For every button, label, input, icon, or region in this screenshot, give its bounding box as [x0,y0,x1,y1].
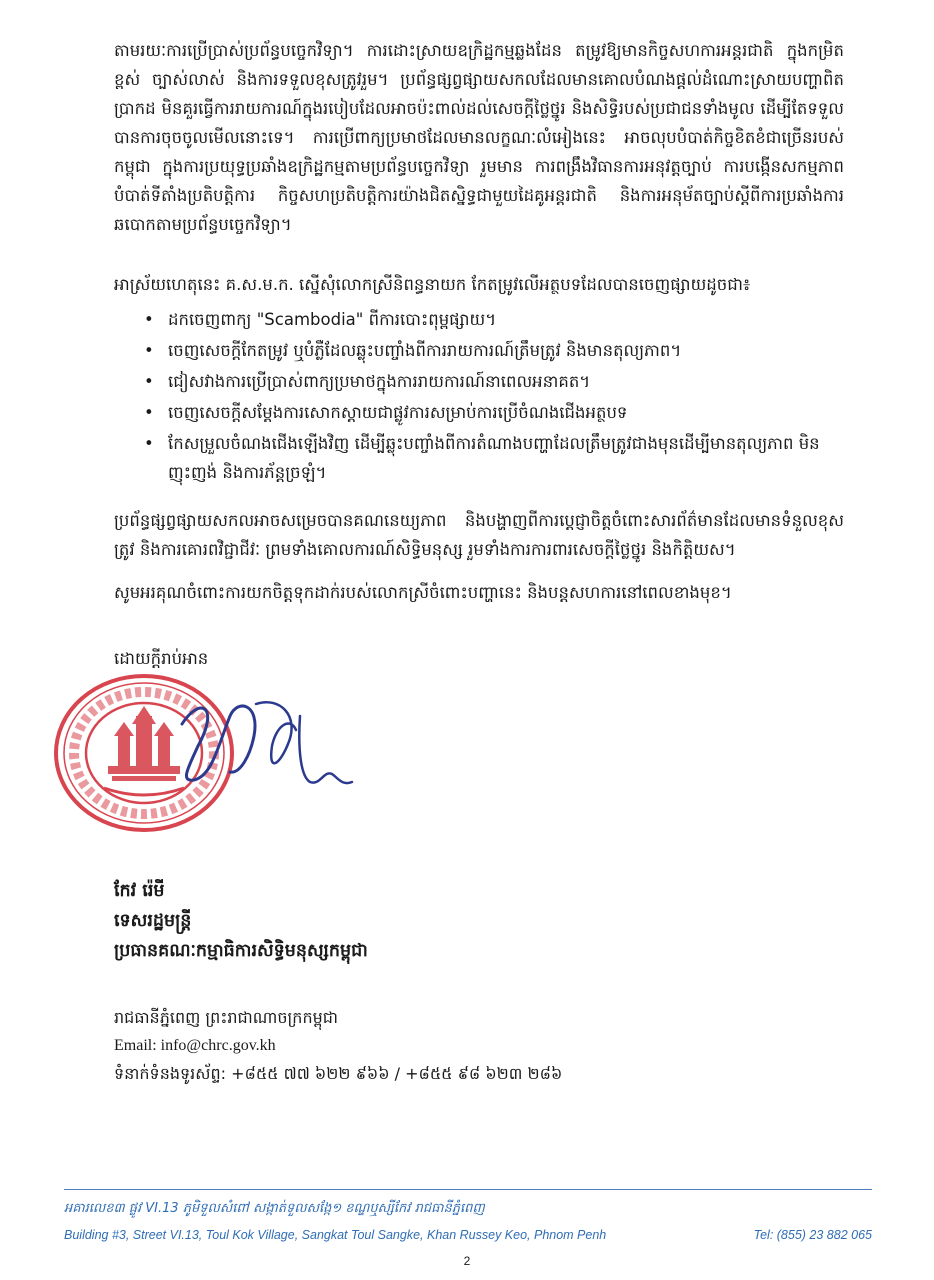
list-item-text: កែសម្រួលចំណងជើងឡើងវិញ ដើម្បីឆ្លុះបញ្ចាំងពីការតំណាងបញ្ហាដែលត្រឹមត្រូវជាងមុនដើម្បីមានតុល្យភាព មិនញុះញង់ និងការភ័ន្តច្រឡំ។ [168,434,820,482]
request-list [144,305,844,489]
contact-phone: ទំនាក់ទំនងទូរស័ព្ទ: +៨៥៥ ៧៧ ៦២២ ៩៦៦ / +៨៥៥ ៩៨ ៦២៣ ២៨៦ [114,1064,563,1083]
list-item [144,367,844,396]
signatory-position: ប្រធានគណៈកម្មាធិការសិទ្ធិមនុស្សកម្ពុជា [114,941,368,961]
contact-block [114,1004,562,1088]
signatory-rank: ទេសរដ្ឋមន្ត្រី [114,911,192,931]
body-paragraph-2: អាស្រ័យហេតុនេះ គ.ស.ម.ក. ស្នើសុំលោកស្រីនិពន្ធនាយក កែតម្រូវលើអត្ថបទដែលបានចេញផ្សាយដូចជា៖ [114,275,751,294]
body-paragraph-1: តាមរយៈការប្រើប្រាស់ប្រព័ន្ធបច្ចេកវិទ្យា។ ការដោះស្រាយឧក្រិដ្ឋកម្មឆ្លងដែន តម្រូវឱ្យមានកិច្ចសហការអន្តរជាតិ ក្នុងកម្រិតខ្ពស់ ច្បាស់លាស់ និងការទទួលខុសត្រូវរួម។ ប្រព័ន្ធផ្សព្វផ្សាយសកលដែលមានគោលបំណងផ្តល់ដំណោះស្រាយបញ្ហាពិតប្រាកដ មិនគួរធ្វើការរាយការណ៍ក្នុងរបៀបដែលអាចប៉ះពាល់ដល់សេចក្តីថ្លៃថ្នូរ និងសិទ្ធិរបស់ប្រជាជនទាំងមូល ដើម្បីតែទទួលបានការចុចចូលមើលនោះទេ។ ការប្រើពាក្យប្រមាថដែលមានលក្ខណៈលំអៀងនេះ អាចលុបបំបាត់កិច្ចខិតខំជាច្រើនរបស់កម្ពុជា ក្នុងការប្រយុទ្ធប្រឆាំងឧក្រិដ្ឋកម្មតាមប្រព័ន្ធបច្ចេកវិទ្យា រួមមាន ការពង្រឹងវិធានការអនុវត្តច្បាប់ ការបង្កើនសកម្មភាពបំបាត់ទីតាំងប្រតិបត្តិការ កិច្ចសហប្រតិបត្តិការយ៉ាងជិតស្និទ្ធជាមួយដៃគូអន្តរជាតិ និងការអនុម័តច្បាប់ស្តីពីការប្រឆាំងការឆបោកតាមប្រព័ន្ធបច្ចេកវិទ្យា។ [114,41,844,234]
footer-divider [64,1189,872,1190]
bullet-icon: • [144,310,154,329]
list-item-text: ចេញសេចក្តីសម្តែងការសោកស្តាយជាផ្លូវការសម្រាប់ការប្រើចំណងជើងអត្ថបទ [168,403,628,422]
contact-email: Email: info@chrc.gov.kh [114,1037,276,1054]
list-item-text: ដកចេញពាក្យ "Scambodia" ពីការបោះពុម្ពផ្សាយ។ [168,310,497,329]
footer-address-english: Building #3, Street VI.13, Toul Kok Village, Sangkat Toul Sangke, Khan Russey Keo, Phnom Penh [64,1228,607,1242]
signature-block [114,876,368,966]
list-item [144,429,844,487]
list-item [144,398,844,427]
bullet-icon: • [144,372,154,391]
closing-salutation: ដោយក្តីរាប់អាន [114,649,209,668]
list-item [144,336,844,365]
signatory-name: កែវ រ៉េមី [114,881,165,901]
footer-telephone: Tel: (855) 23 882 065 [753,1228,872,1242]
bullet-icon: • [144,434,154,453]
signature-icon [160,686,360,806]
list-item [144,305,844,334]
thanks-paragraph: សូមអរគុណចំពោះការយកចិត្តទុកដាក់របស់លោកស្រីចំពោះបញ្ហានេះ និងបន្តសហការនៅពេលខាងមុខ។ [114,583,732,602]
body-paragraph-3: ប្រព័ន្ធផ្សព្វផ្សាយសកលអាចសម្រេចបានគណនេយ្យភាព និងបង្ហាញពីការប្តេជ្ញាចិត្តចំពោះសារព័ត៌មានដែលមានទំនួលខុសត្រូវ និងការគោរពវិជ្ជាជីវៈ ព្រមទាំងគោលការណ៍សិទ្ធិមនុស្ស រួមទាំងការការពារសេចក្តីថ្លៃថ្នូរ និងកិត្តិយស។ [114,511,844,559]
bullet-icon: • [144,341,154,360]
list-item-text: ចេញសេចក្តីកែតម្រូវ ឬបំភ្លឺដែលឆ្លុះបញ្ចាំងពីការរាយការណ៍ត្រឹមត្រូវ និងមានតុល្យភាព។ [168,341,682,360]
page-number: 2 [463,1254,471,1268]
footer-address-khmer: អគារលេខ៣ ផ្លូវ VI.13 ភូមិទួលសំពៅ សង្កាត់ទួលសង្កែ១ ខណ្ឌឬស្សីកែវ រាជធានីភ្នំពេញ [64,1201,485,1216]
contact-city: រាជធានីភ្នំពេញ ព្រះរាជាណាចក្រកម្ពុជា [114,1008,338,1027]
list-item-text: ជៀសវាងការប្រើប្រាស់ពាក្យប្រមាថក្នុងការរាយការណ៍នាពេលអនាគត។ [168,372,591,391]
bullet-icon: • [144,403,154,422]
